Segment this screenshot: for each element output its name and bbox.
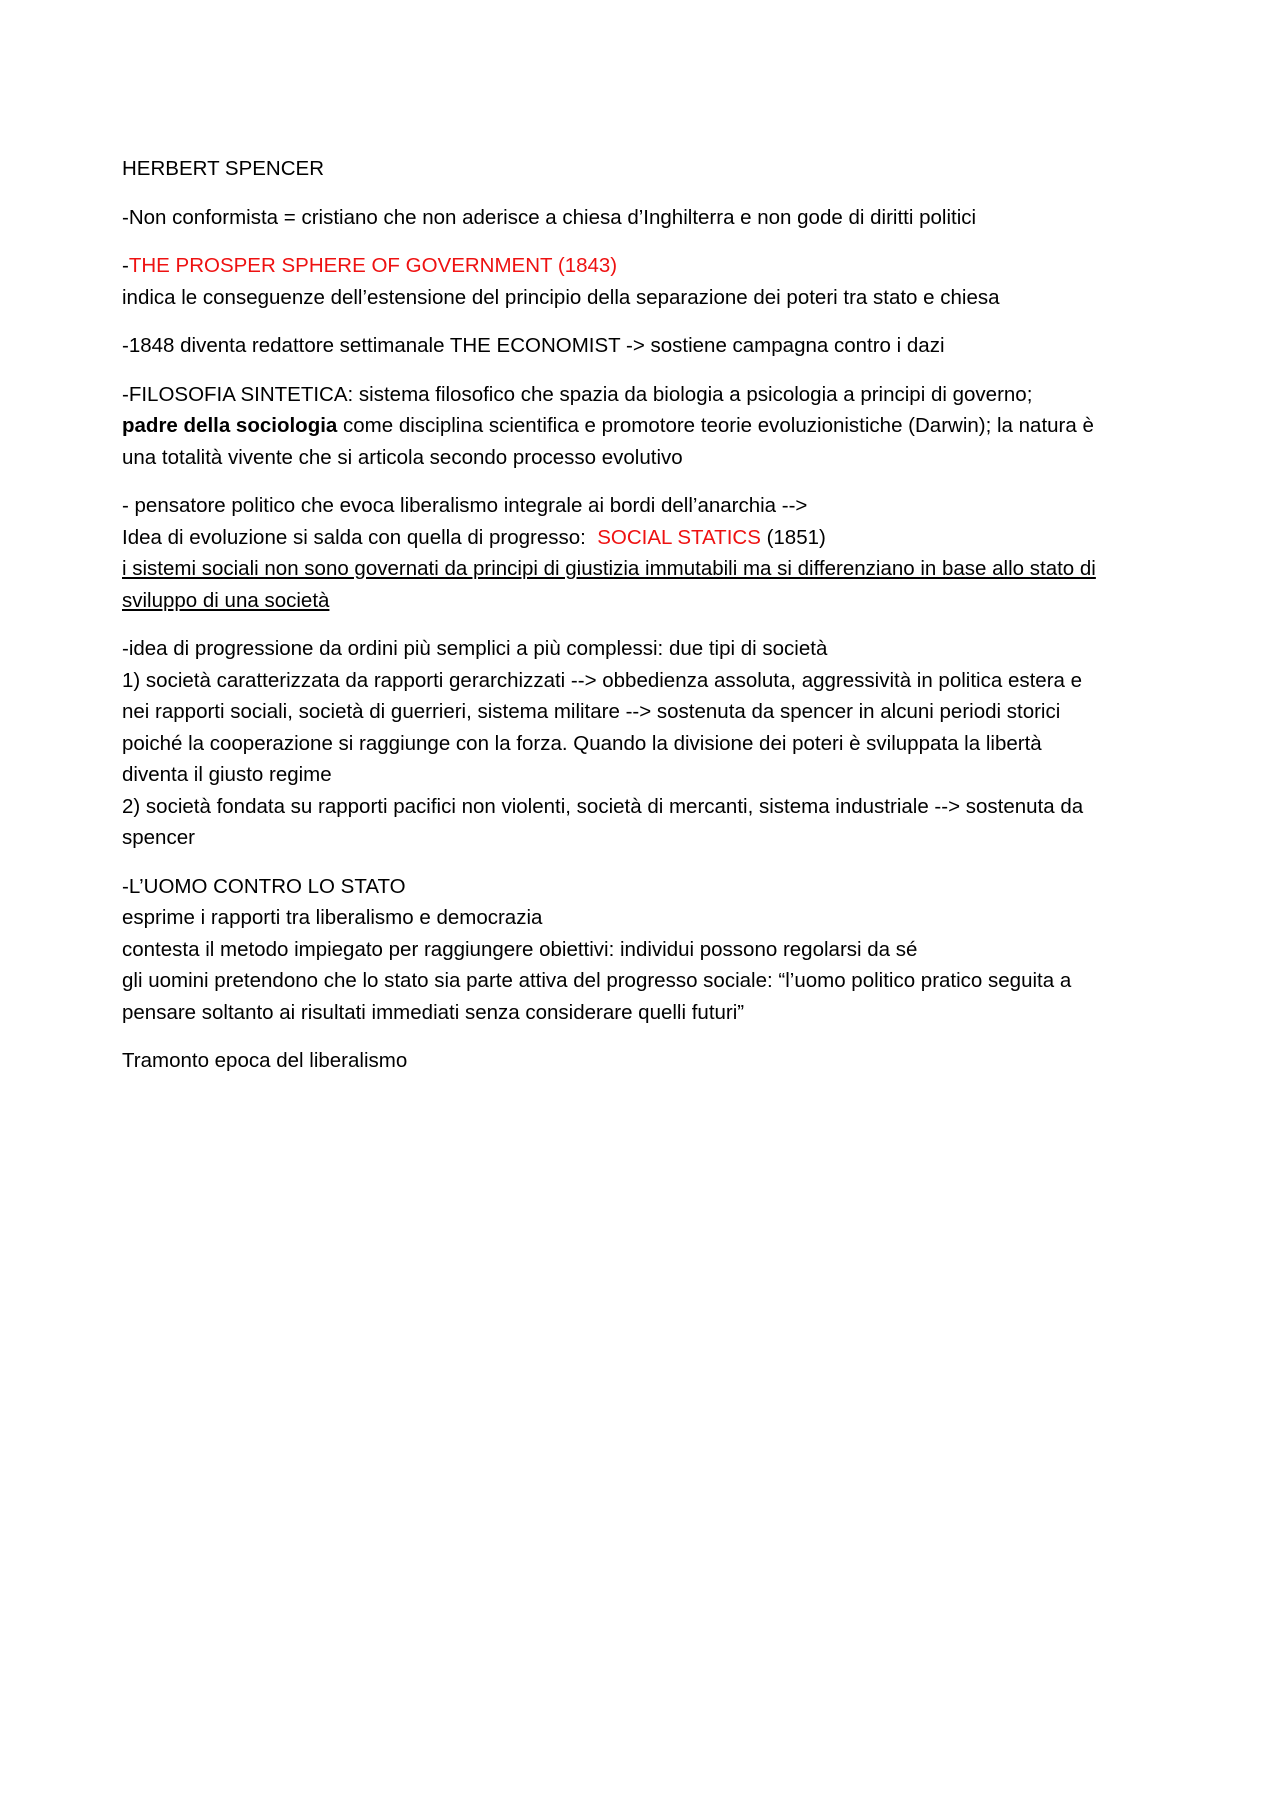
line-4: gli uomini pretendono che lo stato sia parte attiva del progresso sociale: “l’uomo politico pratico seguita a <box>122 969 1072 992</box>
bold-text: padre della sociologia <box>122 414 338 437</box>
dash-text: - <box>122 254 129 277</box>
red-heading: THE PROSPER SPHERE OF GOVERNMENT (1843) <box>128 254 618 277</box>
document-title <box>122 153 1172 185</box>
paragraph-non-conformista <box>122 202 1172 234</box>
line-5: pensare soltanto ai risultati immediati senza considerare quelli futuri” <box>122 1000 745 1024</box>
paragraph-text: -Non conformista = cristiano che non aderisce a chiesa d’Inghilterra e non gode di diritti politici <box>122 205 977 229</box>
line-3: nei rapporti sociali, società di guerrieri, sistema militare --> sostenuta da spencer in alcuni periodi storici <box>122 700 1061 723</box>
line-2 <box>122 522 1172 554</box>
line-7: spencer <box>122 826 195 849</box>
paragraph-economist <box>122 330 1172 362</box>
line-6: 2) società fondata su rapporti pacifici non violenti, società di mercanti, sistema industriale --> sostenuta da <box>122 794 1084 818</box>
paragraph-pensatore-politico <box>122 490 1172 616</box>
underlined-line-2: sviluppo di una società <box>122 588 330 612</box>
paragraph-due-tipi-societa <box>122 633 1172 854</box>
line-2-post: (1851) <box>760 525 826 549</box>
line-2: esprime i rapporti tra liberalismo e democrazia <box>122 906 543 929</box>
heading-line <box>122 250 1172 282</box>
line-2 <box>122 410 1172 442</box>
title-text: HERBERT SPENCER <box>122 157 325 180</box>
line-2-rest: come disciplina scientifica e promotore teorie evoluzionistiche (Darwin); la natura è <box>337 414 1094 437</box>
paragraph-uomo-contro-stato <box>122 871 1172 1029</box>
paragraph-prosper-sphere <box>122 250 1172 313</box>
line-1: -idea di progressione da ordini più semplici a più complessi: due tipi di società <box>122 637 828 660</box>
red-title-social-statics: SOCIAL STATICS <box>597 525 761 549</box>
paragraph-text: Tramonto epoca del liberalismo <box>122 1049 408 1072</box>
paragraph-filosofia-sintetica <box>122 379 1172 474</box>
line-3: una totalità vivente che si articola secondo processo evolutivo <box>122 445 683 469</box>
line-5: diventa il giusto regime <box>122 763 332 786</box>
line-4: poiché la cooperazione si raggiunge con la forza. Quando la divisione dei poteri è sviluppata la libertà <box>122 731 1042 755</box>
paragraph-text: -1848 diventa redattore settimanale THE ECONOMIST -> sostiene campagna contro i dazi <box>122 334 945 357</box>
line-1: - pensatore politico che evoca liberalismo integrale ai bordi dell’anarchia --> <box>122 494 808 517</box>
line-1: -FILOSOFIA SINTETICA: sistema filosofico che spazia da biologia a psicologia a principi di governo; <box>122 382 1033 406</box>
line-2: 1) società caratterizzata da rapporti gerarchizzati --> obbedienza assoluta, aggressività in politica estera e <box>122 668 1083 692</box>
paragraph-tramonto <box>122 1045 1172 1077</box>
paragraph-text: indica le conseguenze dell’estensione del principio della separazione dei poteri tra stato e chiesa <box>122 285 1000 309</box>
line-3: contesta il metodo impiegato per raggiungere obiettivi: individui possono regolarsi da sé <box>122 937 918 961</box>
line-2-pre: Idea di evoluzione si salda con quella di progresso: <box>122 525 598 549</box>
line-1: -L’UOMO CONTRO LO STATO <box>122 874 406 898</box>
document-page <box>122 153 1172 1094</box>
underlined-line-1: i sistemi sociali non sono governati da principi di giustizia immutabili ma si differenziano in base allo stato di <box>122 557 1096 580</box>
